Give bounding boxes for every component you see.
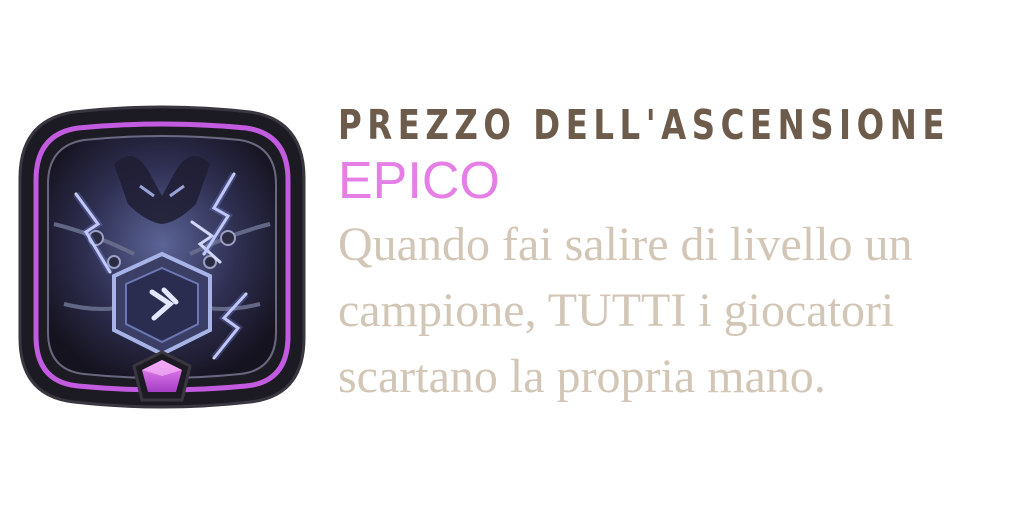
augment-text (338, 86, 1018, 410)
description-line: scartano la propria mano. (338, 350, 826, 403)
ascension-emblem-icon (14, 104, 310, 412)
augment-title: PREZZO DELL'ASCENSIONE (338, 101, 951, 149)
augment-description (338, 212, 1018, 410)
description-line: campione, TUTTI i giocatori (338, 284, 895, 337)
rarity-label: EPICO (338, 152, 500, 210)
description-line: Quando fai salire di livello un (338, 218, 913, 271)
augment-icon-frame (14, 104, 310, 412)
